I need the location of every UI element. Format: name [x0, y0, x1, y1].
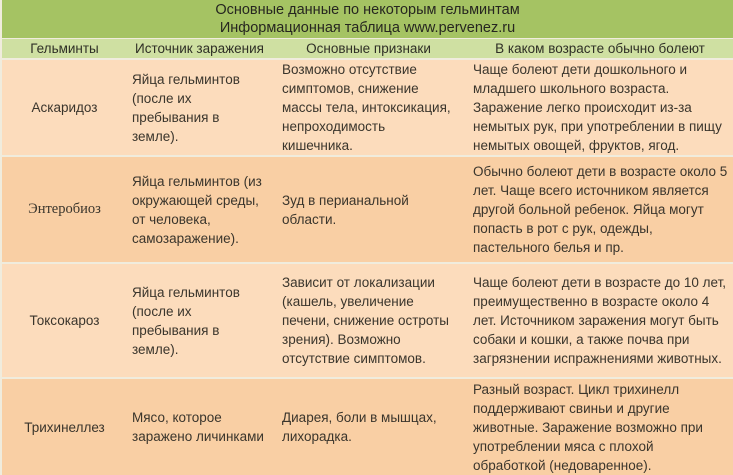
age-cell: Чаще болеют дети дошкольного и младшего школьного возраста. Заражение легко происходит из-за немытых рук, при употреблении в пищу немытых овощей, фруктов, ягод.: [473, 62, 722, 153]
disease-cell: Токсокароз: [29, 313, 100, 328]
disease-cell: Энтеробиоз: [28, 201, 101, 217]
source-cell: Яйца гельминтов (после их пребывания в земле).: [132, 284, 240, 357]
column-header-age: В каком возрасте обычно болеют: [495, 41, 705, 56]
source-cell: Яйца гельминтов (после их пребывания в земле).: [132, 71, 240, 144]
signs-cell: Зависит от локализации (кашель, увеличение печени, снижение остроты зрения). Возможно отсутствие симптомов.: [282, 275, 449, 366]
age-cell: Чаще болеют дети в возрасте до 10 лет, преимущественно в возрасте около 4 лет. Источником заражения могут быть собаки и кошки, а также почва при загрязнении испражнениями животных.: [473, 275, 727, 366]
source-cell: Мясо, которое заражено личинками: [132, 410, 264, 444]
column-header-helminths: Гельминты: [30, 41, 99, 56]
table-row: [2, 155, 733, 262]
table-title: Основные данные по некоторым гельминтам: [215, 2, 520, 18]
disease-cell: Трихинеллез: [24, 419, 105, 435]
table-title-banner: [2, 0, 733, 38]
column-header-signs: Основные признаки: [306, 41, 431, 56]
signs-cell: Диарея, боли в мышцах, лихорадка.: [282, 410, 437, 444]
table-row: [2, 377, 733, 475]
table-row: [2, 262, 733, 377]
age-cell: Обычно болеют дети в возрасте около 5 лет. Чаще всего источником является другой больной ребенок. Яйца могут попасть в рот с рук, одежды, пастельного белья и пр.: [473, 164, 728, 255]
source-cell: Яйца гельминтов (из окружающей среды, от человека, самозаражение).: [132, 173, 262, 246]
age-cell: Разный возраст. Цикл трихинелл поддерживают свиньи и другие животные. Заражение возможно при употреблении мяса с плохой обработкой (недоваренное).: [473, 381, 703, 473]
signs-cell: Возможно отсутствие симптомов, снижение массы тела, интоксикация, непроходимость кишечника.: [282, 62, 451, 153]
disease-cell: Аскаридоз: [31, 100, 98, 115]
table-header-row: [2, 38, 733, 58]
signs-cell: Зуд в перианальной области.: [282, 192, 409, 227]
table-row: [2, 58, 733, 155]
table-subtitle: Информационная таблица www.pervenez.ru: [219, 20, 516, 36]
column-header-source: Источник заражения: [135, 41, 264, 56]
